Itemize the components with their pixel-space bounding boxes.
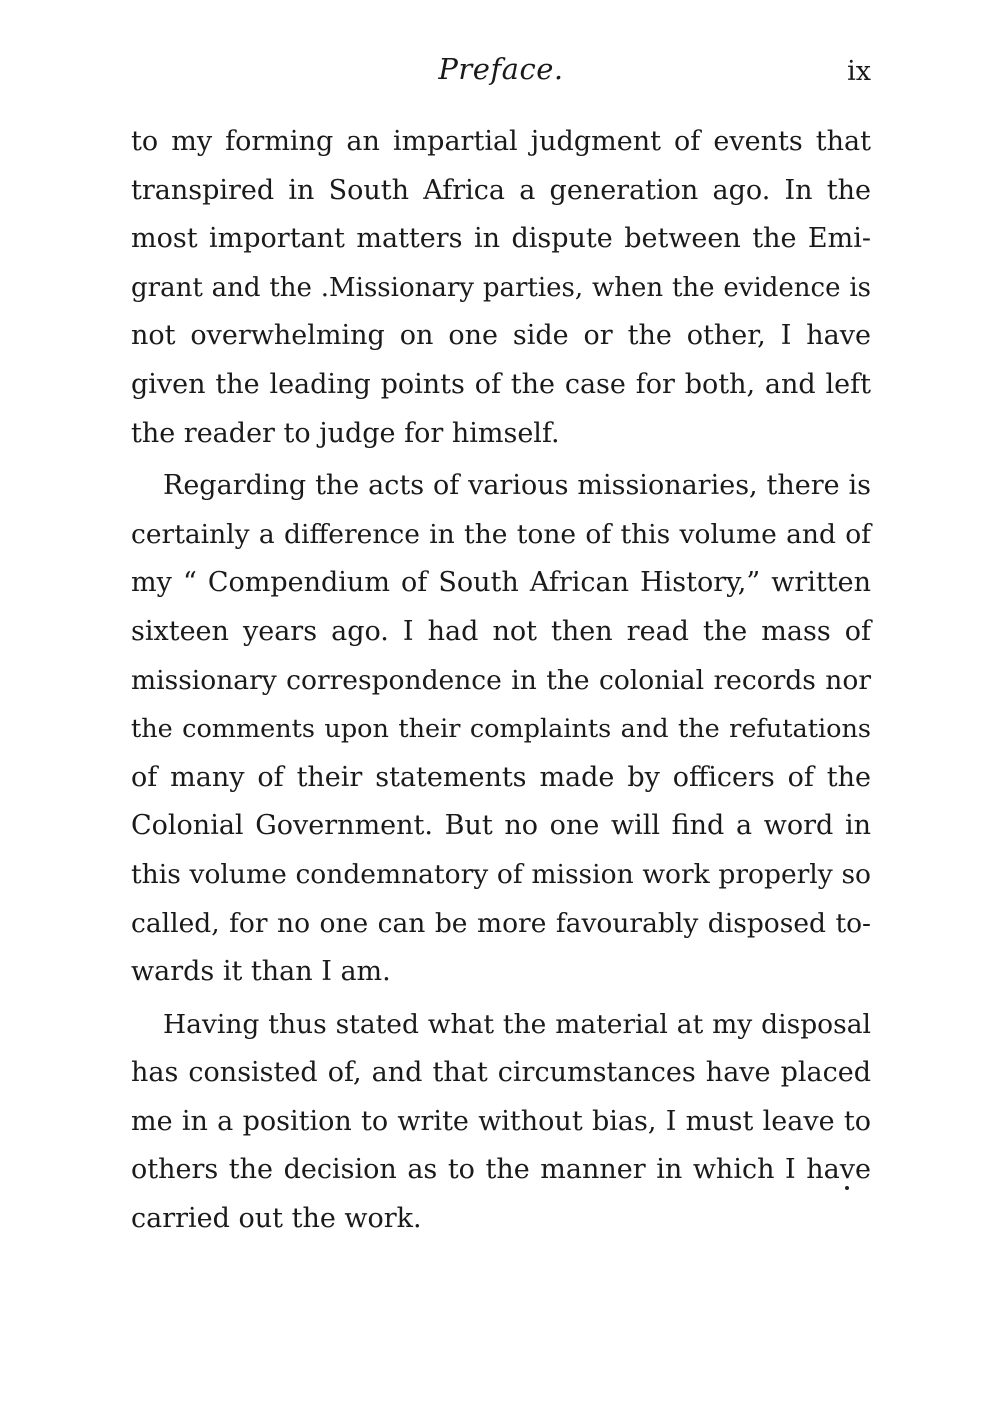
running-title: Preface.	[438, 52, 564, 86]
body-text	[131, 118, 871, 1248]
text-line: others the decision as to the manner in which I have	[131, 1154, 871, 1186]
text-line: has consisted of, and that circumstances have placed	[131, 1057, 871, 1089]
text-line: called, for no one can be more favourably disposed to-	[131, 907, 871, 939]
text-line: this volume condemnatory of mission work properly so	[131, 858, 871, 890]
text-line: certainly a difference in the tone of this volume and of	[131, 518, 871, 550]
text-line: given the leading points of the case for both, and left	[131, 368, 871, 400]
running-head	[131, 52, 871, 96]
text-line: carried out the work.	[131, 1203, 422, 1235]
text-line: my “ Compendium of South African History,” written	[131, 567, 871, 599]
page-number: ix	[847, 56, 871, 87]
text-line: of many of their statements made by officers of the	[131, 761, 871, 793]
text-line: transpired in South Africa a generation ago. In the	[131, 174, 871, 206]
paragraph-2	[131, 462, 871, 997]
text-line: grant and the .Missionary parties, when the evidence is	[131, 272, 871, 303]
text-line: the reader to judge for himself.	[131, 417, 560, 449]
text-line: Having thus stated what the material at my disposal	[163, 1008, 871, 1040]
ink-speck	[845, 1186, 849, 1190]
text-line: me in a position to write without bias, I must leave to	[131, 1105, 871, 1137]
text-line: not overwhelming on one side or the other, I have	[131, 320, 871, 352]
text-line: sixteen years ago. I had not then read the mass of	[131, 615, 871, 647]
text-line: most important matters in dispute between the Emi-	[131, 223, 871, 255]
paragraph-1	[131, 118, 871, 458]
paragraph-3	[131, 1001, 871, 1244]
text-line: Regarding the acts of various missionaries, there is	[163, 470, 871, 502]
text-line: Colonial Government. But no one will find a word in	[131, 810, 871, 842]
text-line: missionary correspondence in the colonial records nor	[131, 664, 871, 696]
text-line: to my forming an impartial judgment of events that	[131, 126, 871, 157]
text-line: the comments upon their complaints and the refutations	[131, 714, 871, 745]
text-line: wards it than I am.	[131, 956, 391, 988]
